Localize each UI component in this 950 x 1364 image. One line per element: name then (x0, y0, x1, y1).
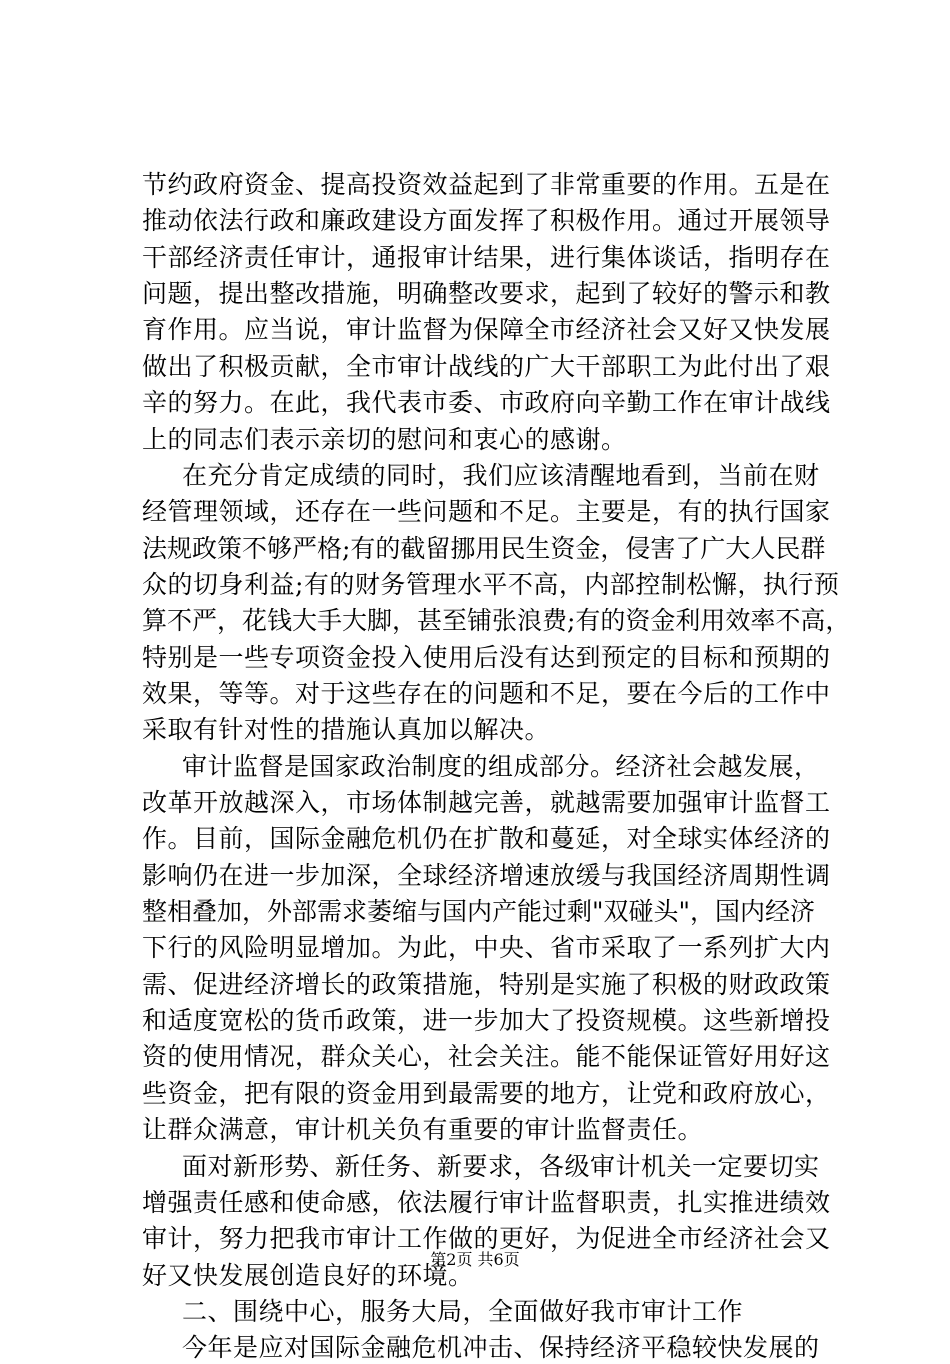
text-line: 些资金，把有限的资金用到最需要的地方，让党和政府放心， (142, 1078, 831, 1108)
paragraph-first-line: 今年是应对国际金融危机冲击、保持经济平稳较快发展的 (182, 1333, 820, 1363)
text-line: 干部经济责任审计，通报审计结果，进行集体谈话，指明存在 (142, 242, 831, 272)
text-line: 采取有针对性的措施认真加以解决。 (142, 715, 551, 745)
text-line: 效果，等等。对于这些存在的问题和不足，要在今后的工作中 (142, 678, 831, 708)
text-line: 和适度宽松的货币政策，进一步加大了投资规模。这些新增投 (142, 1006, 831, 1036)
text-line: 法规政策不够严格;有的截留挪用民生资金，侵害了广大人民群 (142, 533, 826, 563)
text-line: 增强责任感和使命感，依法履行审计监督职责，扎实推进绩效 (142, 1187, 831, 1217)
text-line: 好又快发展创造良好的环境。 (142, 1260, 474, 1290)
text-line: 作。目前，国际金融危机仍在扩散和蔓延，对全球实体经济的 (142, 824, 831, 854)
text-line: 育作用。应当说，审计监督为保障全市经济社会又好又快发展 (142, 315, 831, 345)
text-line: 算不严，花钱大手大脚，甚至铺张浪费;有的资金利用效率不高， (142, 606, 851, 636)
text-line: 问题，提出整改措施，明确整改要求，起到了较好的警示和教 (142, 279, 831, 309)
text-line: 经管理领域，还存在一些问题和不足。主要是，有的执行国家 (142, 497, 831, 527)
text-line: 资的使用情况，群众关心，社会关注。能不能保证管好用好这 (142, 1042, 831, 1072)
text-line: 让群众满意，审计机关负有重要的审计监督责任。 (142, 1115, 704, 1145)
text-line: 影响仍在进一步加深，全球经济增速放缓与我国经济周期性调 (142, 860, 831, 890)
paragraph-first-line: 在充分肯定成绩的同时，我们应该清醒地看到，当前在财 (182, 460, 820, 490)
text-line: 辛的努力。在此，我代表市委、市政府向辛勤工作在审计战线 (142, 388, 831, 418)
paragraph-first-line: 面对新形势、新任务、新要求，各级审计机关一定要切实 (182, 1151, 820, 1181)
text-line: 上的同志们表示亲切的慰问和衷心的感谢。 (142, 424, 627, 454)
text-line: 需、促进经济增长的政策措施，特别是实施了积极的财政政策 (142, 969, 831, 999)
text-line: 下行的风险明显增加。为此，中央、省市采取了一系列扩大内 (142, 933, 831, 963)
text-line: 特别是一些专项资金投入使用后没有达到预定的目标和预期的 (142, 642, 831, 672)
text-line: 推动依法行政和廉政建设方面发挥了积极作用。通过开展领导 (142, 206, 831, 236)
paragraph-first-line: 审计监督是国家政治制度的组成部分。经济社会越发展， (182, 751, 820, 781)
text-line: 节约政府资金、提高投资效益起到了非常重要的作用。五是在 (142, 170, 831, 199)
page-footer: 第2页 共6页 (430, 1250, 520, 1269)
text-line: 众的切身利益;有的财务管理水平不高，内部控制松懈，执行预 (142, 569, 840, 599)
text-line: 整相叠加，外部需求萎缩与国内产能过剩"双碰头"，国内经济 (142, 897, 816, 926)
paragraph-first-line: 二、围绕中心，服务大局，全面做好我市审计工作 (182, 1296, 744, 1326)
text-line: 改革开放越深入，市场体制越完善，就越需要加强审计监督工 (142, 788, 831, 817)
text-line: 审计，努力把我市审计工作做的更好，为促进全市经济社会又 (142, 1224, 831, 1254)
text-line: 做出了积极贡献，全市审计战线的广大干部职工为此付出了艰 (142, 351, 831, 381)
